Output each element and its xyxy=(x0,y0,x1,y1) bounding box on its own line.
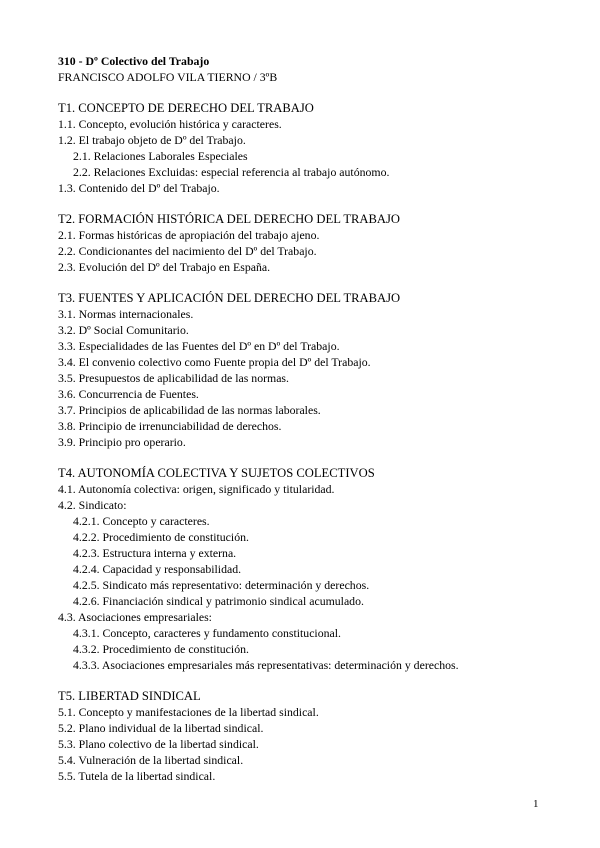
section-item: 3.6. Concurrencia de Fuentes. xyxy=(58,387,199,401)
syllabus-sections xyxy=(58,100,578,784)
section-heading: T3. FUENTES Y APLICACIÓN DEL DERECHO DEL TRABAJO xyxy=(58,291,401,305)
section-item: 2.1. Formas históricas de apropiación del trabajo ajeno. xyxy=(58,228,320,242)
section-item: 1.1. Concepto, evolución histórica y caracteres. xyxy=(58,117,282,131)
document-title: 310 - Dº Colectivo del Trabajo xyxy=(58,54,210,68)
section-item: 5.4. Vulneración de la libertad sindical. xyxy=(58,753,244,767)
subsection-item: 4.3.3. Asociaciones empresariales más representativas: determinación y derechos. xyxy=(73,658,459,672)
section-item: 3.9. Principio pro operario. xyxy=(58,435,186,449)
section-item: 3.5. Presupuestos de aplicabilidad de las normas. xyxy=(58,371,289,385)
subsection-item: 4.2.3. Estructura interna y externa. xyxy=(73,546,237,560)
section-item: 4.2. Sindicato: xyxy=(58,498,127,512)
document-author: FRANCISCO ADOLFO VILA TIERNO / 3ºB xyxy=(58,70,278,84)
subsection-item: 4.2.4. Capacidad y responsabilidad. xyxy=(73,562,242,576)
section-item: 5.2. Plano individual de la libertad sindical. xyxy=(58,721,264,735)
section-heading: T4. AUTONOMÍA COLECTIVA Y SUJETOS COLECTIVOS xyxy=(58,466,375,480)
subsection-item: 2.2. Relaciones Excluidas: especial referencia al trabajo autónomo. xyxy=(73,165,390,179)
section-item: 1.2. El trabajo objeto de Dº del Trabajo. xyxy=(58,133,246,147)
section-item: 4.1. Autonomía colectiva: origen, significado y titularidad. xyxy=(58,482,335,496)
section-item: 3.2. Dº Social Comunitario. xyxy=(58,323,189,337)
section-heading: T2. FORMACIÓN HISTÓRICA DEL DERECHO DEL TRABAJO xyxy=(58,212,401,226)
page-number: 1 xyxy=(533,798,539,810)
section-item: 2.3. Evolución del Dº del Trabajo en España. xyxy=(58,260,271,274)
subsection-item: 4.2.5. Sindicato más representativo: determinación y derechos. xyxy=(73,578,370,592)
section-item: 3.1. Normas internacionales. xyxy=(58,307,194,321)
section-item: 3.4. El convenio colectivo como Fuente propia del Dº del Trabajo. xyxy=(58,355,371,369)
subsection-item: 4.3.2. Procedimiento de constitución. xyxy=(73,642,249,656)
section-item: 2.2. Condicionantes del nacimiento del Dº del Trabajo. xyxy=(58,244,317,258)
section-item: 5.3. Plano colectivo de la libertad sindical. xyxy=(58,737,259,751)
section-item: 4.3. Asociaciones empresariales: xyxy=(58,610,212,624)
subsection-item: 4.2.1. Concepto y caracteres. xyxy=(73,514,210,528)
section-item: 5.1. Concepto y manifestaciones de la libertad sindical. xyxy=(58,705,319,719)
section-item: 1.3. Contenido del Dº del Trabajo. xyxy=(58,181,220,195)
subsection-item: 4.2.6. Financiación sindical y patrimonio sindical acumulado. xyxy=(73,594,364,608)
section-heading: T1. CONCEPTO DE DERECHO DEL TRABAJO xyxy=(58,101,314,115)
section-item: 3.8. Principio de irrenunciabilidad de derechos. xyxy=(58,419,282,433)
section-item: 5.5. Tutela de la libertad sindical. xyxy=(58,769,216,783)
section-item: 3.3. Especialidades de las Fuentes del Dº en Dº del Trabajo. xyxy=(58,339,340,353)
subsection-item: 2.1. Relaciones Laborales Especiales xyxy=(73,149,248,163)
document-page xyxy=(58,53,578,784)
subsection-item: 4.2.2. Procedimiento de constitución. xyxy=(73,530,249,544)
section-heading: T5. LIBERTAD SINDICAL xyxy=(58,689,201,703)
section-item: 3.7. Principios de aplicabilidad de las normas laborales. xyxy=(58,403,321,417)
subsection-item: 4.3.1. Concepto, caracteres y fundamento constitucional. xyxy=(73,626,341,640)
